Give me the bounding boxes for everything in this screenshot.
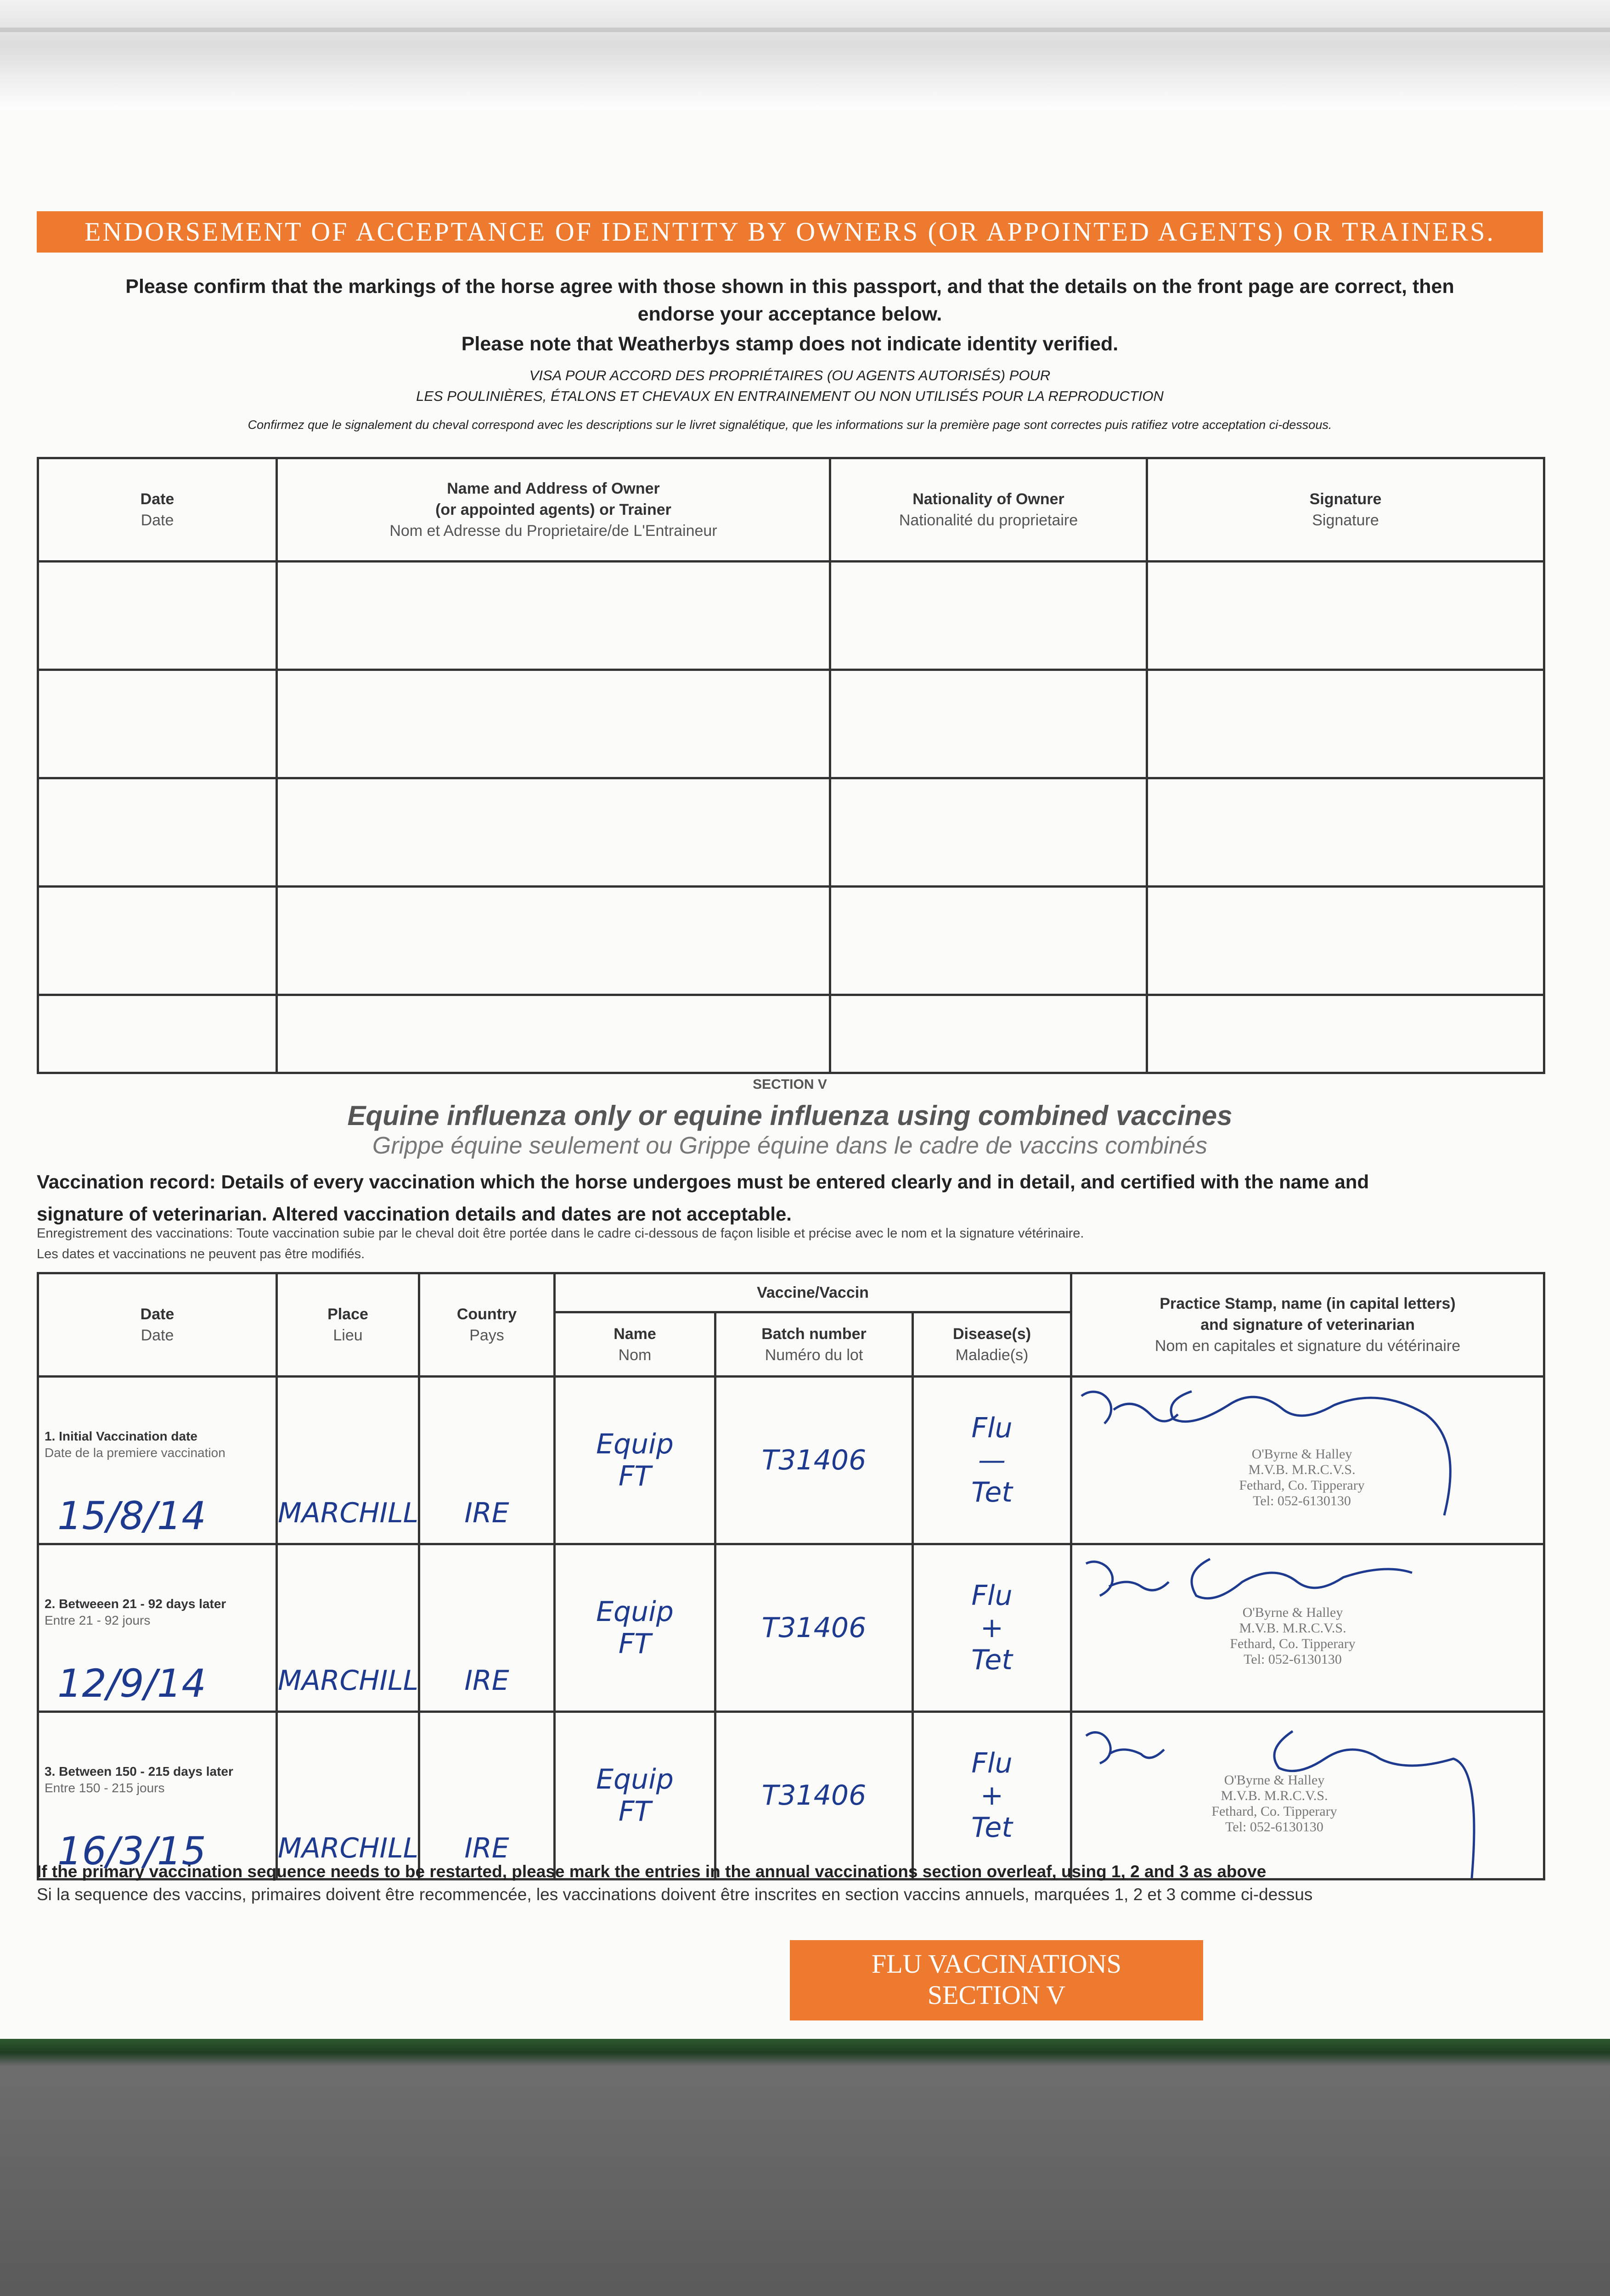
- vaccination-table: [37, 1272, 1545, 1880]
- stamp-line: M.V.B. M.R.C.V.S.: [1239, 1621, 1346, 1636]
- vaccination-record-2: signature of veterinarian. Altered vaccination details and dates are not acceptable.: [37, 1203, 792, 1225]
- col-label: Disease(s): [952, 1325, 1031, 1343]
- owners-cell[interactable]: [830, 887, 1147, 995]
- handwritten-place: MARCHILL: [278, 1497, 419, 1529]
- owners-cell[interactable]: [830, 995, 1147, 1073]
- intro-note: Please note that Weatherbys stamp does not indicate identity verified.: [461, 333, 1119, 355]
- restart-note: If the primary vaccination sequence needs to be restarted, please mark the entries in the annual vaccinations section overleaf, using 1, 2 and 3 as above: [37, 1862, 1267, 1881]
- row-label-en: 3. Between 150 - 215 days later: [45, 1764, 233, 1778]
- vacc-disease-cell[interactable]: [913, 1377, 1071, 1544]
- vacc-row-1: [38, 1377, 1544, 1544]
- owners-cell[interactable]: [38, 887, 277, 995]
- col-label-fr: Nom en capitales et signature du vétérinaire: [1154, 1337, 1461, 1355]
- vacc-disease-cell[interactable]: [913, 1712, 1071, 1880]
- owners-row: [38, 670, 1544, 778]
- col-label: Name: [614, 1325, 656, 1343]
- vet-signature: [1072, 1378, 1545, 1545]
- owners-col-date: [38, 458, 277, 562]
- owners-cell[interactable]: [830, 562, 1147, 670]
- owners-cell[interactable]: [277, 995, 830, 1073]
- handwritten-disease: Tet: [971, 1644, 1013, 1676]
- handwritten-vaccine-type: FT: [618, 1628, 652, 1660]
- vacc-practice-cell[interactable]: [1071, 1377, 1544, 1544]
- col-label: Nationality of Owner: [912, 490, 1064, 508]
- vacc-batch-cell[interactable]: [715, 1712, 913, 1880]
- vacc-col-place: [277, 1273, 419, 1377]
- stamp-line: M.V.B. M.R.C.V.S.: [1248, 1462, 1356, 1477]
- scan-top-margin: [0, 0, 1610, 115]
- stamp-line: O'Byrne & Halley: [1224, 1773, 1325, 1788]
- owners-row: [38, 995, 1544, 1073]
- handwritten-date: 16/3/15: [57, 1829, 206, 1874]
- row-label: [45, 1763, 233, 1796]
- col-label-fr: Nom: [618, 1346, 652, 1364]
- owners-cell[interactable]: [38, 670, 277, 778]
- vacc-row-2: [38, 1544, 1544, 1712]
- owners-row: [38, 562, 1544, 670]
- handwritten-vaccine-type: FT: [618, 1460, 652, 1492]
- handwritten-disease: Tet: [971, 1476, 1013, 1508]
- vacc-name-cell[interactable]: [555, 1377, 715, 1544]
- owners-cell[interactable]: [277, 887, 830, 995]
- vacc-practice-cell[interactable]: [1071, 1544, 1544, 1712]
- vacc-name-cell[interactable]: [555, 1544, 715, 1712]
- owners-cell[interactable]: [277, 562, 830, 670]
- vacc-country-cell[interactable]: [419, 1712, 555, 1880]
- vet-signature: [1072, 1545, 1545, 1713]
- col-label: Name and Address of Owner: [447, 480, 660, 497]
- owners-cell[interactable]: [830, 670, 1147, 778]
- stamp-line: Fethard, Co. Tipperary: [1230, 1636, 1356, 1651]
- vacc-place-cell[interactable]: [277, 1712, 419, 1880]
- handwritten-country: IRE: [464, 1832, 509, 1864]
- vacc-header-row-1: [38, 1273, 1544, 1312]
- vacc-col-practice: [1071, 1273, 1544, 1377]
- col-label-fr: Numéro du lot: [765, 1346, 863, 1364]
- intro-line-2: endorse your acceptance below.: [637, 303, 942, 325]
- owners-col-nationality: [830, 458, 1147, 562]
- vacc-col-vaccine-group: Vaccine/Vaccin: [555, 1273, 1071, 1312]
- intro-french-1: VISA POUR ACCORD DES PROPRIÉTAIRES (OU AGENTS AUTORISÉS) POUR: [529, 367, 1051, 383]
- col-label-fr: Signature: [1312, 512, 1379, 529]
- row-label-en: 2. Betweeen 21 - 92 days later: [45, 1597, 226, 1611]
- stamp-line: Tel: 052-6130130: [1253, 1493, 1351, 1508]
- handwritten-vaccine-name: Equip: [596, 1428, 674, 1460]
- owners-cell[interactable]: [38, 562, 277, 670]
- handwritten-place: MARCHILL: [278, 1665, 419, 1697]
- row-label-fr: Entre 21 - 92 jours: [45, 1613, 151, 1627]
- section-label: SECTION V: [753, 1077, 827, 1092]
- intro-line-1: Please confirm that the markings of the horse agree with those shown in this passport, and that the details on the front page are correct, then: [125, 276, 1454, 298]
- col-label-fr: Date: [141, 1327, 174, 1344]
- owners-col-name-address: [277, 458, 830, 562]
- col-label: and signature of veterinarian: [1200, 1316, 1415, 1334]
- owners-row: [38, 887, 1544, 995]
- col-label-fr: Maladie(s): [955, 1346, 1029, 1364]
- vacc-place-cell[interactable]: [277, 1377, 419, 1544]
- section-title: Equine influenza only or equine influenza using combined vaccines: [347, 1100, 1233, 1131]
- vacc-country-cell[interactable]: [419, 1377, 555, 1544]
- stamp-line: Fethard, Co. Tipperary: [1239, 1478, 1365, 1493]
- scan-bottom-background: [0, 2039, 1610, 2296]
- owners-cell[interactable]: [38, 778, 277, 887]
- owners-cell[interactable]: [277, 670, 830, 778]
- vacc-col-date: [38, 1273, 277, 1377]
- owners-cell[interactable]: [1147, 670, 1544, 778]
- vacc-date-cell[interactable]: [38, 1544, 277, 1712]
- vacc-col-batch: [715, 1312, 913, 1377]
- vacc-batch-cell[interactable]: [715, 1377, 913, 1544]
- row-label-en: 1. Initial Vaccination date: [45, 1429, 197, 1443]
- vacc-row-3: [38, 1712, 1544, 1880]
- handwritten-vaccine-type: FT: [618, 1795, 652, 1828]
- vacc-date-cell[interactable]: [38, 1712, 277, 1880]
- col-label: Place: [327, 1306, 368, 1323]
- row-label: [45, 1428, 225, 1461]
- handwritten-disease-sep: +: [980, 1612, 1004, 1644]
- row-label: [45, 1596, 226, 1629]
- vaccination-record-fr-1: Enregistrement des vaccinations: Toute vaccination subie par le cheval doit être portée dans le cadre ci-dessous de façon lisible et précise avec le nom et la signature vétérinaire.: [37, 1226, 1084, 1241]
- col-label: Date: [140, 490, 175, 508]
- stamp-line: M.V.B. M.R.C.V.S.: [1221, 1788, 1328, 1803]
- handwritten-batch: T31406: [761, 1612, 867, 1644]
- col-label: (or appointed agents) or Trainer: [435, 501, 671, 518]
- endorsement-banner: ENDORSEMENT OF ACCEPTANCE OF IDENTITY BY OWNERS (OR APPOINTED AGENTS) OR TRAINERS.: [37, 211, 1543, 253]
- row-label-fr: Entre 150 - 215 jours: [45, 1781, 165, 1795]
- handwritten-place: MARCHILL: [278, 1832, 419, 1864]
- stamp-line: O'Byrne & Halley: [1251, 1446, 1352, 1462]
- section-title-fr: Grippe équine seulement ou Grippe équine dans le cadre de vaccins combinés: [372, 1132, 1208, 1159]
- handwritten-disease: Flu: [971, 1580, 1013, 1612]
- scan-edge-line: [0, 28, 1610, 32]
- stamp-line: Tel: 052-6130130: [1244, 1652, 1342, 1667]
- stamp-line: O'Byrne & Halley: [1242, 1605, 1343, 1620]
- restart-note-fr: Si la sequence des vaccins, primaires doivent être recommencée, les vaccinations doivent être inscrites en section vaccins annuels, marquées 1, 2 et 3 comme ci-dessus: [37, 1885, 1313, 1904]
- owners-cell[interactable]: [1147, 995, 1544, 1073]
- handwritten-batch: T31406: [761, 1779, 867, 1812]
- col-label-fr: Nom et Adresse du Proprietaire/de L'Entraineur: [389, 522, 717, 540]
- handwritten-vaccine-name: Equip: [596, 1596, 674, 1628]
- col-label: Country: [456, 1306, 517, 1323]
- stamp-line: Fethard, Co. Tipperary: [1211, 1804, 1337, 1819]
- vacc-batch-cell[interactable]: [715, 1544, 913, 1712]
- col-label: Date: [140, 1306, 175, 1323]
- handwritten-vaccine-name: Equip: [596, 1763, 674, 1795]
- col-label: Batch number: [761, 1325, 867, 1343]
- intro-french-3: Confirmez que le signalement du cheval correspond avec les descriptions sur le livret signalétique, que les informations sur la première page sont correctes puis ratifiez votre acceptation ci-dessous.: [248, 418, 1332, 432]
- vacc-name-cell[interactable]: [555, 1712, 715, 1880]
- stamp-line: Tel: 052-6130130: [1225, 1819, 1323, 1835]
- col-label-fr: Date: [141, 512, 174, 529]
- col-label: Practice Stamp, name (in capital letters): [1160, 1295, 1456, 1312]
- owners-header-row: [38, 458, 1544, 562]
- vacc-col-country: [419, 1273, 555, 1377]
- handwritten-disease-sep: —: [978, 1444, 1006, 1476]
- owners-cell[interactable]: [830, 778, 1147, 887]
- col-label-fr: Pays: [469, 1327, 504, 1344]
- handwritten-country: IRE: [464, 1497, 509, 1529]
- vacc-col-name: [555, 1312, 715, 1377]
- flu-vaccinations-tab: [790, 1940, 1203, 2020]
- handwritten-disease-sep: +: [980, 1779, 1004, 1812]
- handwritten-country: IRE: [464, 1665, 509, 1697]
- handwritten-disease: Tet: [971, 1812, 1013, 1844]
- intro-french-2: LES POULINIÈRES, ÉTALONS ET CHEVAUX EN ENTRAINEMENT OU NON UTILISÉS POUR LA REPRODUCTION: [416, 388, 1164, 404]
- handwritten-date: 15/8/14: [57, 1493, 206, 1538]
- tab-line-2: SECTION V: [927, 1980, 1066, 2010]
- handwritten-batch: T31406: [761, 1444, 867, 1476]
- vacc-country-cell[interactable]: [419, 1544, 555, 1712]
- handwritten-date: 12/9/14: [57, 1661, 206, 1706]
- vacc-place-cell[interactable]: [277, 1544, 419, 1712]
- col-label-fr: Lieu: [333, 1327, 363, 1344]
- owners-col-signature: [1147, 458, 1544, 562]
- vaccination-record-1: Vaccination record: Details of every vaccination which the horse undergoes must be entered clearly and in detail, and certified with the name and: [37, 1171, 1369, 1193]
- tab-line-1: FLU VACCINATIONS: [871, 1949, 1122, 1979]
- owners-table: [37, 457, 1545, 1074]
- vaccination-record-fr-2: Les dates et vaccinations ne peuvent pas être modifiés.: [37, 1247, 365, 1261]
- vacc-col-disease: [913, 1312, 1071, 1377]
- col-label: Signature: [1309, 490, 1382, 508]
- owners-row: [38, 778, 1544, 887]
- vacc-date-cell[interactable]: [38, 1377, 277, 1544]
- handwritten-disease: Flu: [971, 1747, 1013, 1779]
- owners-cell[interactable]: [1147, 562, 1544, 670]
- row-label-fr: Date de la premiere vaccination: [45, 1446, 225, 1460]
- owners-cell[interactable]: [1147, 887, 1544, 995]
- owners-cell[interactable]: [277, 778, 830, 887]
- col-label-fr: Nationalité du proprietaire: [899, 512, 1078, 529]
- vet-signature: [1072, 1713, 1545, 1880]
- owners-cell[interactable]: [1147, 778, 1544, 887]
- vacc-practice-cell[interactable]: [1071, 1712, 1544, 1880]
- vacc-disease-cell[interactable]: [913, 1544, 1071, 1712]
- owners-cell[interactable]: [38, 995, 277, 1073]
- handwritten-disease: Flu: [971, 1412, 1013, 1444]
